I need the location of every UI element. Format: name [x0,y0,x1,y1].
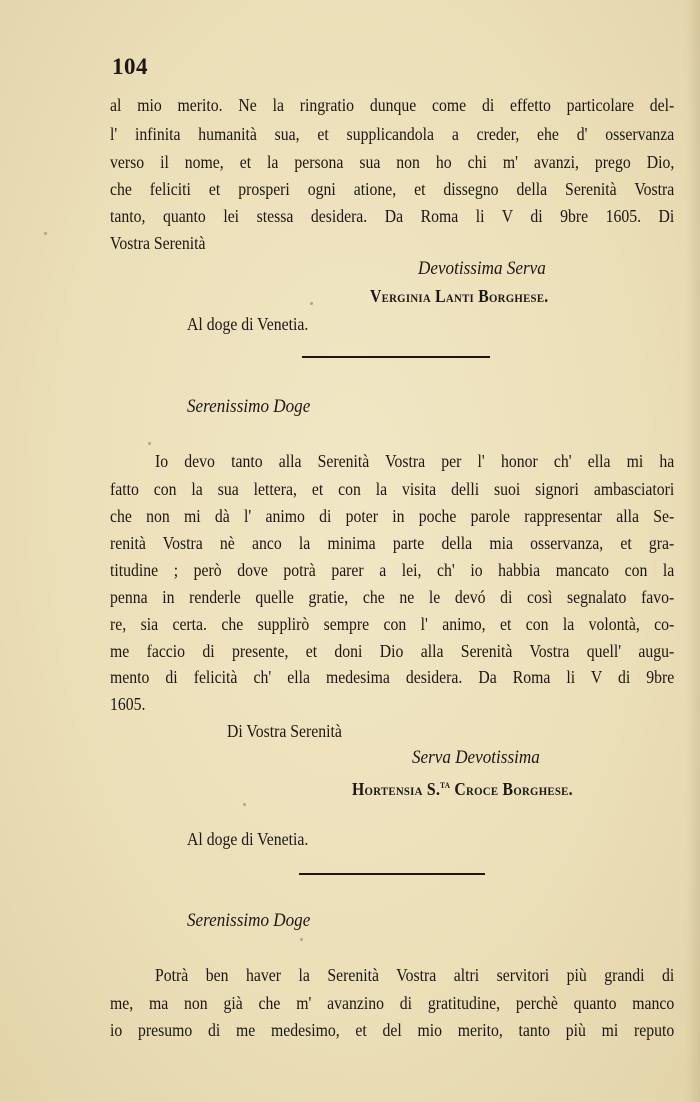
signature-rest: Croce Borghese. [454,778,573,799]
paper-speck [44,232,47,235]
letter2-line-6: penna in renderle quelle gratie, che ne le devó di così segnalato favo- [110,587,675,607]
letter2-line-9: mento di felicità ch' ella medesima desidera. Da Roma li V di 9bre [110,667,675,687]
letter2-line-10: 1605. [110,694,146,714]
letter2-address: Al doge di Venetia. [187,829,309,849]
paper-speck [310,302,313,305]
signature-superscript: ta [440,779,451,791]
letter2-salutation: Serenissimo Doge [187,396,311,417]
paper-speck [148,442,151,445]
letter1-line-5: tanto, quanto lei stessa desidera. Da Roma li V di 9bre 1605. Di [110,206,675,226]
page-edge-shadow [686,0,700,1102]
letter2-line-7: re, sia certa. che supplirò sempre con l' animo, et con la volontà, co- [110,614,675,634]
letter3-line-3: io presumo di me medesimo, et del mio merito, tanto più mi reputo [110,1020,675,1040]
letter2-line-8: me faccio di presente, et doni Dio alla Serenità Vostra quell' augu- [110,641,675,661]
letter2-signature [352,772,573,802]
letter1-line-6: Vostra Serenità [110,233,206,253]
page-number: 104 [112,54,148,79]
letter3-salutation: Serenissimo Doge [187,910,311,931]
letter1-line-2: l' infinita humanità sua, et supplicandola a creder, ehe d' osservanza [110,124,675,144]
letter1-line-1: al mio merito. Ne la ringratio dunque come di effetto particolare del- [110,95,675,115]
letter1-line-4: che feliciti et prosperi ogni atione, et dissegno della Serenità Vostra [110,179,675,199]
letter2-greeting: Di Vostra Serenità [227,721,342,741]
letter3-line-1: Potrà ben haver la Serenità Vostra altri servitori più grandi di [155,965,675,985]
separator-rule-2 [299,873,485,875]
letter2-line-2: fatto con la sua lettera, et con la visita delli suoi signori ambasciatori [110,479,675,499]
letter2-line-3: che non mi dà l' animo di poter in poche parole rappresentar alla Se- [110,506,675,526]
letter2-line-4: renità Vostra nè anco la minima parte della mia osservanza, et gra- [110,533,675,553]
letter1-closing: Devotissima Serva [418,258,546,279]
paper-speck [243,803,246,806]
letter1-line-3: verso il nome, et la persona sua non ho chi m' avanzi, prego Dio, [110,152,675,172]
separator-rule-1 [302,356,490,358]
letter1-signature: Verginia Lanti Borghese. [370,286,549,306]
letter2-line-5: titudine ; però dove potrà parer a lei, ch' io habbia mancato con la [110,560,675,580]
letter2-closing: Serva Devotissima [412,747,540,768]
paper-speck [300,938,303,941]
letter1-address: Al doge di Venetia. [187,314,309,334]
letter3-line-2: me, ma non già che m' avanzino di gratitudine, perchè quanto manco [110,993,675,1013]
signature-name: Hortensia S. [352,778,441,799]
letter2-line-1: Io devo tanto alla Serenità Vostra per l' honor ch' ella mi ha [155,451,675,471]
